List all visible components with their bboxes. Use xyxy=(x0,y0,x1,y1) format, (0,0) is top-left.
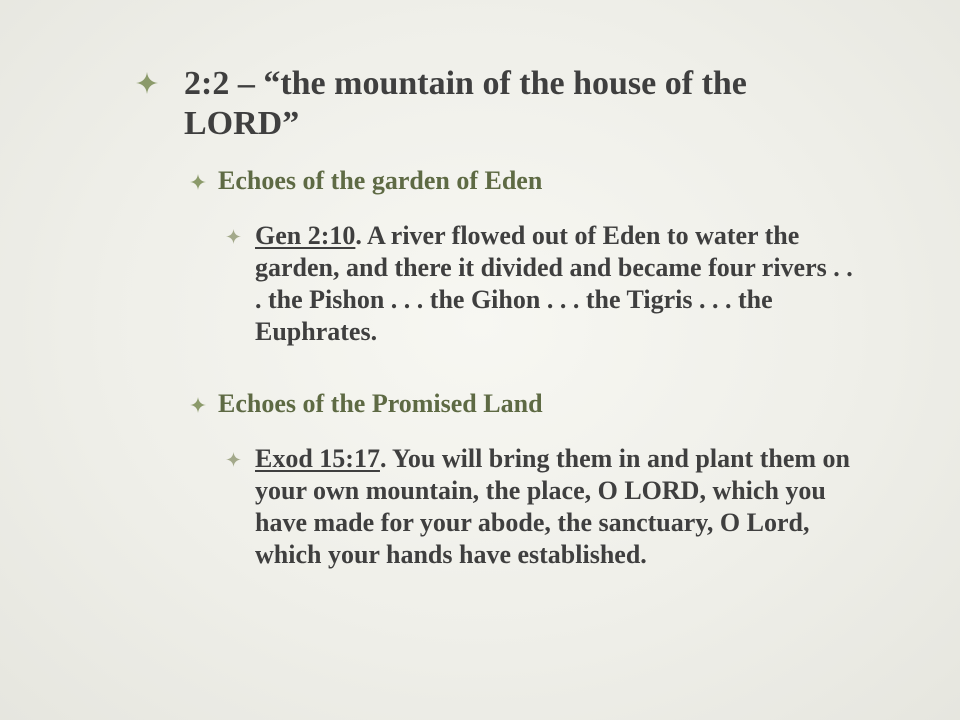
section-title-row xyxy=(190,388,543,420)
section-title: Echoes of the garden of Eden xyxy=(218,166,543,195)
scripture-quote xyxy=(255,220,855,348)
four-point-star-icon xyxy=(226,443,255,467)
four-point-star-icon xyxy=(136,64,184,94)
slide-heading: 2:2 – “the mountain of the house of the LORD” xyxy=(184,65,747,142)
scripture-quote-row xyxy=(226,220,855,348)
scripture-quote xyxy=(255,443,855,571)
scripture-quote-row xyxy=(226,443,855,571)
section-title-row xyxy=(190,165,542,197)
heading-row xyxy=(136,64,844,144)
scripture-reference: Exod 15:17 xyxy=(255,444,380,473)
section-title: Echoes of the Promised Land xyxy=(218,389,543,418)
four-point-star-icon xyxy=(190,388,218,413)
scripture-text: . You will bring them in and plant them on your own mountain, the place, O LORD, which you have made for your abode, the sanctuary, O Lord, which your hands have established. xyxy=(255,444,850,569)
four-point-star-icon xyxy=(226,220,255,244)
scripture-text: . A river flowed out of Eden to water the garden, and there it divided and became four rivers . . . the Pishon . . . the Gihon . . . the Tigris . . . the Euphrates. xyxy=(255,221,853,346)
four-point-star-icon xyxy=(190,165,218,190)
scripture-reference: Gen 2:10 xyxy=(255,221,356,250)
